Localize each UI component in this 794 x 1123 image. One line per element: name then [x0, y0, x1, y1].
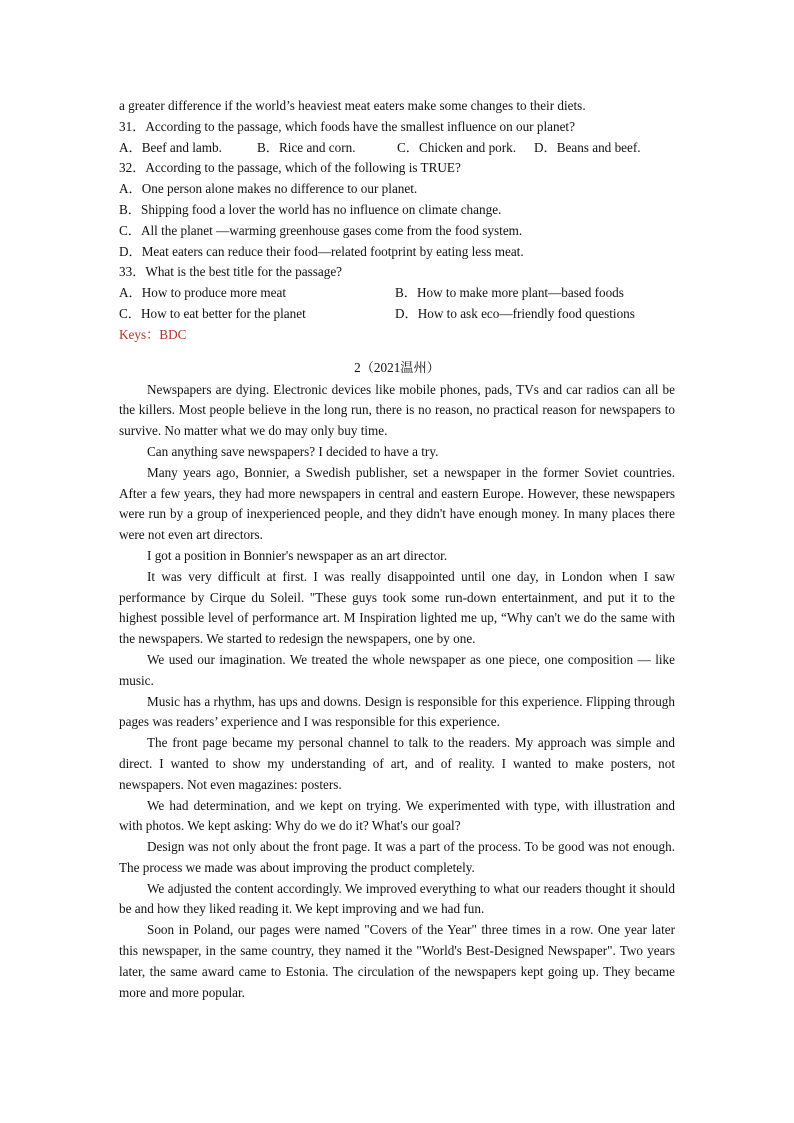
q32-option-d: D．Meat eaters can reduce their food—related footprint by eating less meat.	[119, 243, 524, 259]
q33-option-a: A．How to produce more meat	[119, 285, 286, 301]
answer-keys: Keys：BDC	[119, 326, 187, 342]
question-33-options-row-1	[119, 283, 675, 304]
q32-option-c: C．All the planet —warming greenhouse gases come from the food system.	[119, 222, 523, 238]
q32-option-a: A．One person alone makes no difference to our planet.	[119, 181, 418, 197]
q32-option-b: B．Shipping food a lover the world has no influence on climate change.	[119, 201, 502, 217]
document-page	[119, 96, 675, 1003]
q33-option-b: B．How to make more plant—based foods	[395, 285, 624, 301]
intro-line: a greater difference if the world’s heaviest meat eaters make some changes to their diets.	[119, 98, 586, 113]
passage-paragraph-6: We used our imagination. We treated the whole newspaper as one piece, one composition — like music.	[119, 651, 675, 688]
passage-paragraph-7: Music has a rhythm, has ups and downs. Design is responsible for this experience. Flipping through pages was readers’ experience and I was responsible for this experience.	[119, 693, 675, 730]
passage-paragraph-4: I got a position in Bonnier's newspaper as an art director.	[147, 547, 448, 563]
q31-option-b: B．Rice and corn.	[257, 139, 356, 155]
passage-paragraph-2: Can anything save newspapers? I decided to have a try.	[147, 443, 439, 459]
question-32-stem: 32．According to the passage, which of the following is TRUE?	[119, 160, 461, 176]
passage-paragraph-11: We adjusted the content accordingly. We improved everything to what our readers thought it should be and how they liked reading it. We kept improving and we had fun.	[119, 880, 675, 917]
passage-paragraph-3: Many years ago, Bonnier, a Swedish publisher, set a newspaper in the former Soviet countries. After a few years, they had more newspapers in central and eastern Europe. However, these newspapers were run by a group of inexperienced people, and they didn't have enough money. In many places there were not even art directors.	[119, 464, 675, 543]
passage-title: 2（2021温州）	[354, 359, 440, 375]
question-33-stem: 33．What is the best title for the passage?	[119, 264, 343, 280]
passage-paragraph-5: It was very difficult at first. I was really disappointed until one day, in London when I saw performance by Cirque du Soleil. "These guys took some run-down entertainment, and put it to the highest possible level of performance art. M Inspiration lighted me up, “Why can't we do the same with the newspapers. We started to redesign the newspapers, one by one.	[119, 568, 675, 647]
q33-option-d: D．How to ask eco—friendly food questions	[395, 305, 635, 321]
passage-paragraph-1: Newspapers are dying. Electronic devices like mobile phones, pads, TVs and car radios can all be the killers. Most people believe in the long run, there is no reason, no practical reason for newspapers to survive. No matter what we do may only buy time.	[119, 381, 675, 439]
passage-paragraph-9: We had determination, and we kept on trying. We experimented with type, with illustration and with photos. We kept asking: Why do we do it? What's our goal?	[119, 797, 675, 834]
question-31-stem: 31．According to the passage, which foods have the smallest influence on our planet?	[119, 118, 575, 134]
q31-option-c: C．Chicken and pork.	[397, 139, 517, 155]
passage-paragraph-8: The front page became my personal channel to talk to the readers. My approach was simple and direct. I wanted to show my understanding of art, and of reality. I wanted to make posters, not newspapers. Not even magazines: posters.	[119, 735, 675, 792]
passage-paragraph-10: Design was not only about the front page. It was a part of the process. To be good was not enough. The process we made was about improving the product completely.	[119, 839, 675, 875]
q33-option-c: C．How to eat better for the planet	[119, 305, 306, 321]
question-33-options-row-2	[119, 304, 675, 325]
question-31-options	[119, 138, 675, 159]
q31-option-d: D．Beans and beef.	[534, 139, 641, 155]
q31-option-a: A．Beef and lamb.	[119, 139, 222, 155]
passage-paragraph-12: Soon in Poland, our pages were named "Covers of the Year" three times in a row. One year later this newspaper, in the same country, they named it the "World's Best-Designed Newspaper". Two years later, the same award came to Estonia. The circulation of the newspapers kept going up. They became more and more popular.	[119, 922, 675, 1000]
